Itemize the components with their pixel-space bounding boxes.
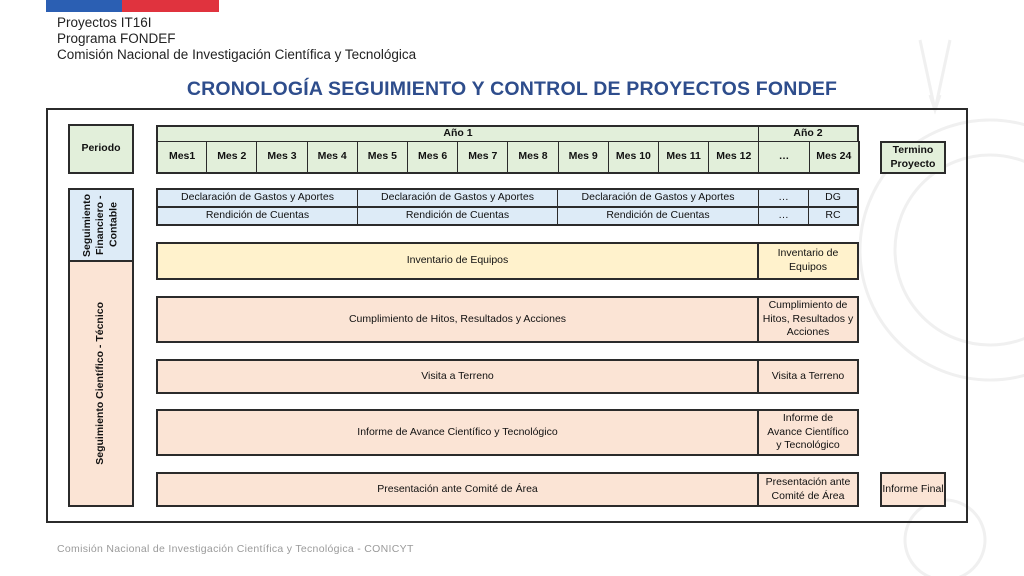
hitos-end-label: Cumplimiento de Hitos, Resultados y Acciones (762, 299, 854, 339)
gastos-cell (156, 188, 358, 207)
month-cell (156, 141, 207, 174)
gastos-label: Declaración de Gastos y Aportes (381, 191, 534, 204)
month-label: Mes 11 (666, 150, 701, 163)
month-label: Mes 24 (816, 150, 852, 163)
informe-main-label: Informe de Avance Científico y Tecnológico (357, 425, 558, 438)
gastos-cell (758, 188, 809, 207)
rendicion-cell (557, 207, 759, 226)
flag-bar (46, 0, 219, 12)
rendicion-label: RC (825, 209, 841, 222)
rendicion-label: … (778, 209, 789, 222)
month-label: … (778, 150, 790, 163)
rendicion-cell (357, 207, 558, 226)
rendicion-label: Rendición de Cuentas (405, 209, 510, 222)
financiero-side-label (68, 188, 134, 262)
month-cell (708, 141, 759, 174)
gastos-cell (357, 188, 558, 207)
month-label: Mes 4 (317, 150, 347, 163)
month-cell (608, 141, 659, 174)
month-cell (407, 141, 458, 174)
hitos-main-label: Cumplimiento de Hitos, Resultados y Acciones (348, 312, 567, 325)
row-visita-main (156, 359, 759, 394)
month-cell (307, 141, 358, 174)
informe-final-box (880, 472, 946, 507)
page-title: CRONOLOGÍA SEGUIMIENTO Y CONTROL DE PROYECTOS FONDEF (186, 78, 838, 100)
informe-end-label: Informe de Avance Científico y Tecnológico (767, 412, 849, 452)
month-cell (809, 141, 860, 174)
month-cell (507, 141, 558, 174)
gastos-cell (808, 188, 859, 207)
header-institution: Comisión Nacional de Investigación Científica y Tecnológica (57, 47, 417, 62)
presentacion-main-label: Presentación ante Comité de Área (377, 482, 538, 495)
month-cell (758, 141, 809, 174)
flag-blue-stripe (46, 0, 122, 12)
month-label: Mes 9 (568, 150, 598, 163)
month-cell (558, 141, 609, 174)
row-inventario-end (757, 242, 859, 280)
month-label: Mes 6 (418, 150, 448, 163)
row-hitos-main (156, 296, 759, 343)
row-visita-end (757, 359, 859, 394)
footer-text: Comisión Nacional de Investigación Científica y Tecnológica - CONICYT (57, 543, 414, 555)
row-informe-end (757, 409, 859, 456)
header-project: Proyectos IT16I (57, 15, 152, 30)
row-inventario-main (156, 242, 759, 280)
month-label: Mes1 (168, 150, 196, 163)
visita-main-label: Visita a Terreno (421, 369, 494, 382)
month-label: Mes 10 (615, 150, 651, 163)
flag-red-stripe (122, 0, 219, 12)
gastos-label: … (778, 191, 789, 204)
inventario-end-label: Inventario de Equipos (777, 247, 839, 273)
month-cell (658, 141, 709, 174)
inventario-main-label: Inventario de Equipos (406, 254, 509, 267)
visita-end-label: Visita a Terreno (771, 369, 845, 382)
month-label: Mes 12 (716, 150, 752, 163)
presentacion-end-label: Presentación ante Comité de Área (765, 475, 851, 502)
row-informe-main (156, 409, 759, 456)
rendicion-label: Rendición de Cuentas (606, 209, 710, 222)
month-label: Mes 3 (267, 150, 297, 163)
rendicion-cell (758, 207, 809, 226)
gastos-label: Declaración de Gastos y Aportes (181, 191, 334, 204)
periodo-label-box (68, 124, 134, 174)
rendicion-cell (156, 207, 358, 226)
tecnico-label: Seguimiento Científico - Técnico (94, 302, 107, 465)
header-program: Programa FONDEF (57, 31, 176, 46)
rendicion-cell (808, 207, 859, 226)
tecnico-side-label (68, 260, 134, 507)
year1-header (156, 125, 759, 142)
year1-label: Año 1 (443, 127, 473, 140)
row-presentacion-end (757, 472, 859, 507)
month-cell (357, 141, 408, 174)
month-label: Mes 7 (468, 150, 498, 163)
month-cell (256, 141, 307, 174)
row-hitos-end (757, 296, 859, 343)
month-label: Mes 5 (367, 150, 397, 163)
month-label: Mes 2 (217, 150, 247, 163)
periodo-label: Periodo (81, 142, 121, 155)
month-cell (457, 141, 508, 174)
month-cell (206, 141, 257, 174)
row-presentacion-main (156, 472, 759, 507)
financiero-label: Seguimiento Financiero - Contable (81, 193, 120, 257)
termino-proyecto-label: Termino Proyecto (890, 143, 936, 170)
informe-final-label: Informe Final (882, 482, 944, 495)
year2-header (758, 125, 859, 142)
month-label: Mes 8 (518, 150, 548, 163)
gastos-label: DG (825, 191, 841, 204)
termino-proyecto-box (880, 141, 946, 174)
gastos-cell (557, 188, 759, 207)
gastos-label: Declaración de Gastos y Aportes (581, 191, 735, 204)
year2-label: Año 2 (793, 127, 823, 140)
rendicion-label: Rendición de Cuentas (205, 209, 310, 222)
